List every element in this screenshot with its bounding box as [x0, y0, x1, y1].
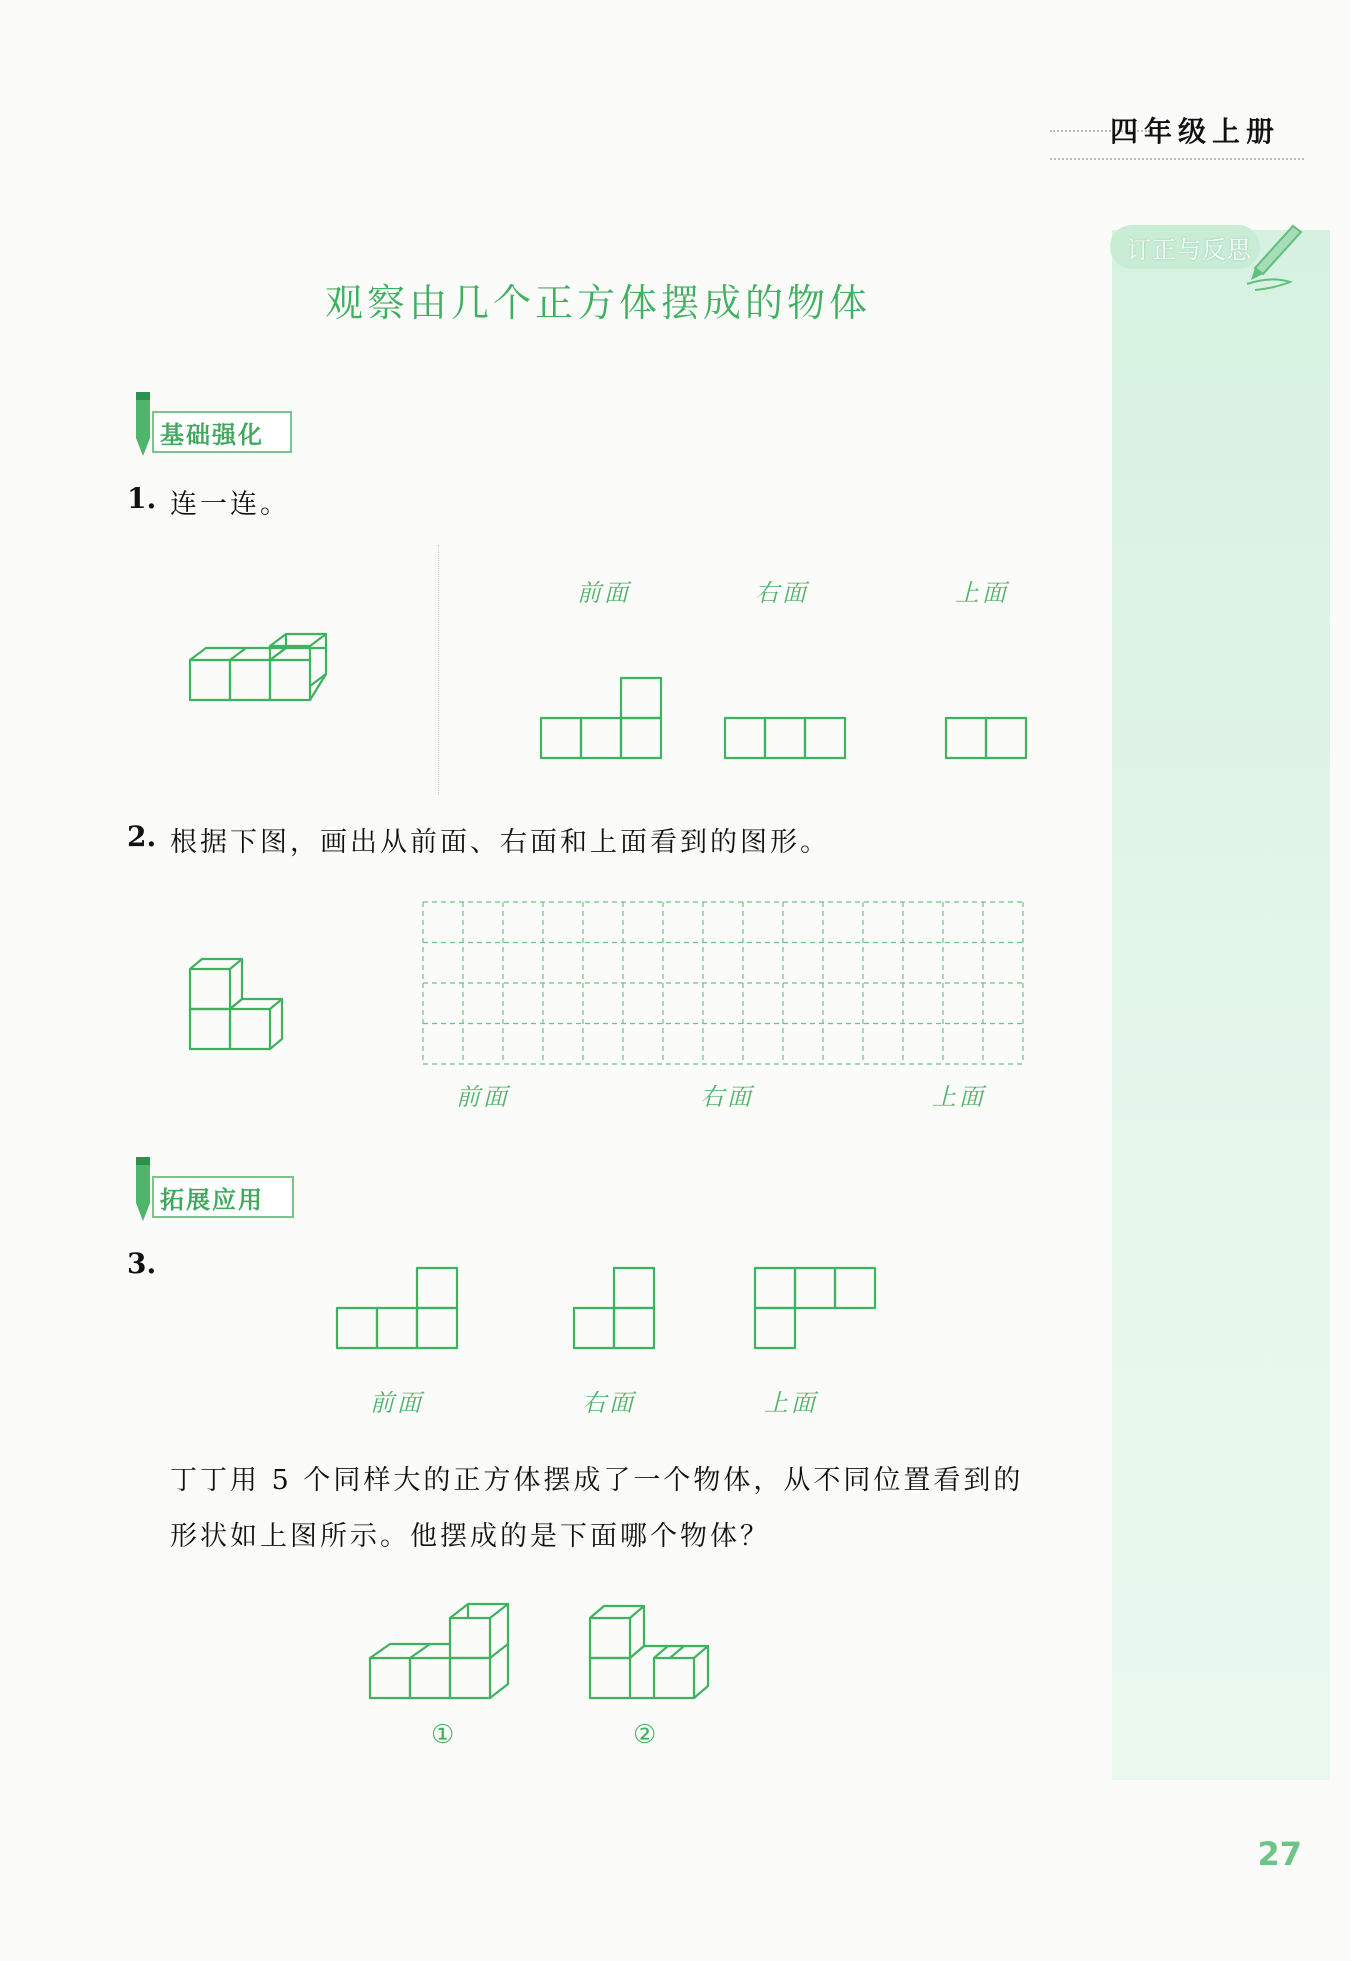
- q3-label-right: 右面: [582, 1389, 636, 1417]
- q3-option-1-figure: [368, 1588, 528, 1708]
- q3-view-right: [573, 1267, 658, 1352]
- q1-text: 连一连。: [170, 489, 290, 520]
- pencil-icon: [1245, 218, 1305, 293]
- q1-number: 1.: [127, 482, 157, 515]
- q3-number: 3.: [127, 1247, 157, 1280]
- q3-option-2-figure: [588, 1588, 748, 1708]
- q1-label-right: 右面: [755, 579, 809, 607]
- section-extend-title: 拓展应用: [160, 1186, 264, 1214]
- q2-drawing-grid[interactable]: [421, 900, 1025, 1066]
- q2-number: 2.: [127, 820, 157, 853]
- q1-label-top: 上面: [955, 579, 1009, 607]
- q3-view-top: [754, 1267, 879, 1352]
- q1-divider: [438, 545, 439, 795]
- section-basic-title: 基础强化: [160, 421, 264, 449]
- reflection-sidebar: [1112, 230, 1330, 1780]
- q2-text: 根据下图，画出从前面、右面和上面看到的图形。: [170, 827, 830, 858]
- header-rule: [1050, 158, 1304, 160]
- q3-label-top: 上面: [764, 1389, 818, 1417]
- q1-view-a: [540, 677, 665, 762]
- q1-view-c: [945, 717, 1030, 762]
- page-title: 观察由几个正方体摆成的物体: [325, 281, 872, 325]
- q2-label-right: 右面: [700, 1083, 754, 1111]
- reflection-label: 订正与反思: [1127, 236, 1252, 264]
- q3-view-front: [336, 1267, 461, 1352]
- q3-label-front: 前面: [370, 1389, 424, 1417]
- q2-label-front: 前面: [456, 1083, 510, 1111]
- q3-text-line1: 丁丁用 5 个同样大的正方体摆成了一个物体，从不同位置看到的: [170, 1465, 1024, 1496]
- q3-option-2-label[interactable]: ②: [633, 1720, 657, 1750]
- q3-text-line2: 形状如上图所示。他摆成的是下面哪个物体？: [170, 1521, 770, 1552]
- q2-label-top: 上面: [932, 1083, 986, 1111]
- q2-object-figure: [188, 955, 288, 1055]
- grade-label: 四年级上册: [1110, 115, 1281, 148]
- q1-object-figure: [188, 630, 348, 710]
- q1-view-b: [724, 717, 849, 762]
- q1-label-front: 前面: [577, 579, 631, 607]
- q3-option-1-label[interactable]: ①: [431, 1720, 455, 1750]
- page-number: 27: [1257, 1835, 1302, 1873]
